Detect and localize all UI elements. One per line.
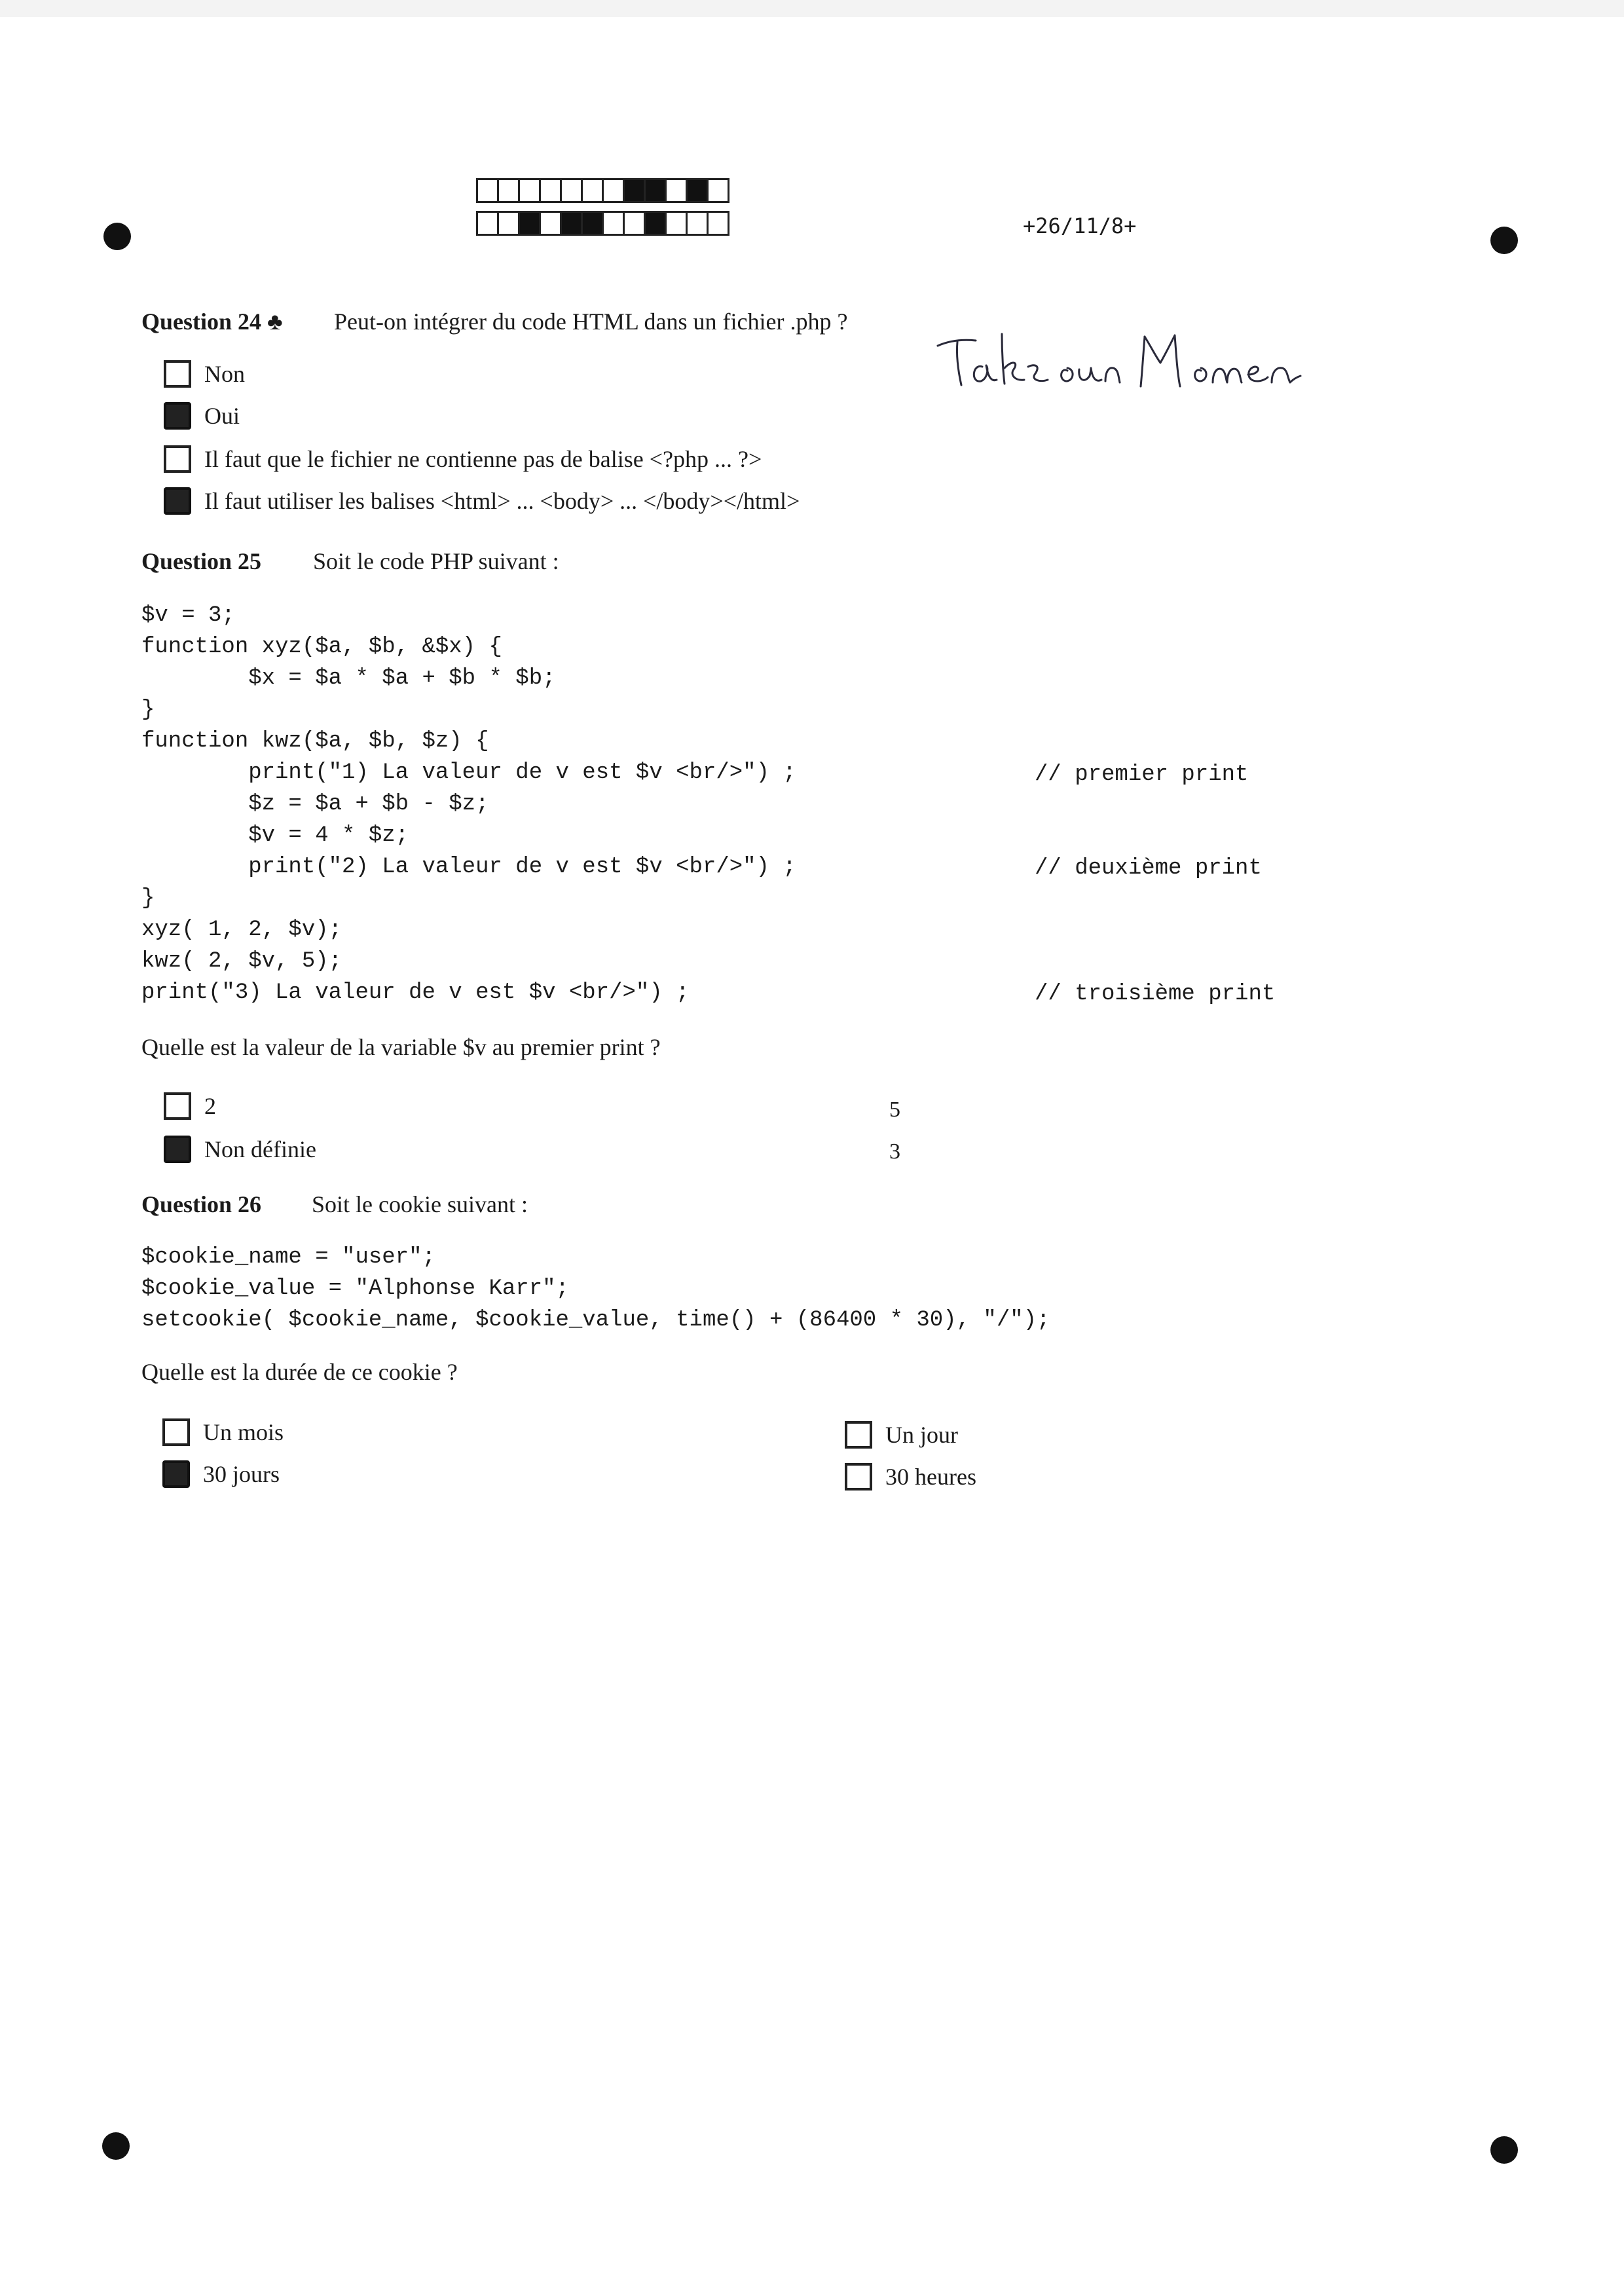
q24-option-non[interactable] (164, 360, 245, 388)
question-24-title: Question 24 (141, 308, 262, 335)
binary-code-row-2 (478, 211, 729, 236)
question-25-text: Soit le code PHP suivant : (313, 548, 559, 574)
handwritten-name-signature (936, 327, 1329, 399)
option-label: Non définie (204, 1136, 316, 1162)
code-cell-empty (560, 178, 583, 203)
code-cell-empty (476, 211, 499, 236)
option-label: Il faut utiliser les balises <html> ... <body> ... </body></html> (204, 488, 800, 514)
option-label: 30 heures (885, 1464, 976, 1490)
checkbox-checked[interactable] (164, 1136, 191, 1163)
q25-option-2[interactable] (164, 1092, 216, 1120)
option-label: Il faut que le fichier ne contienne pas de balise <?php ... ?> (204, 446, 762, 472)
registration-mark-top-left (103, 223, 131, 250)
code-cell-empty (602, 211, 625, 236)
code-cell-filled (623, 178, 646, 203)
q26-option-30-jours[interactable] (162, 1460, 280, 1488)
question-26-title: Question 26 (141, 1191, 262, 1217)
code-cell-filled (560, 211, 583, 236)
cookie-code-block: $cookie_name = "user"; $cookie_value = "Alphonse Karr"; setcookie( $cookie_name, $cookie_value, time() + (86400 * 30), "/"); (141, 1245, 1050, 1333)
code-comment-premier: // premier print (1035, 762, 1249, 787)
code-cell-empty (686, 211, 709, 236)
binary-code-row-1 (478, 178, 729, 203)
code-cell-empty (665, 178, 688, 203)
page-id: +26/11/8+ (1023, 213, 1137, 238)
registration-mark-top-right (1490, 227, 1518, 254)
q26-option-un-jour[interactable] (845, 1421, 958, 1449)
question-25-header (141, 547, 559, 575)
code-cell-empty (707, 178, 729, 203)
checkbox[interactable] (164, 360, 191, 388)
checkbox-checked[interactable] (162, 1460, 190, 1488)
code-cell-empty (707, 211, 729, 236)
question-25-title: Question 25 (141, 548, 262, 574)
code-cell-filled (581, 211, 604, 236)
q24-option-no-php-tag[interactable] (164, 445, 762, 473)
code-cell-empty (497, 211, 520, 236)
code-cell-empty (539, 211, 562, 236)
code-comment-troisieme: // troisième print (1035, 982, 1276, 1007)
code-cell-empty (623, 211, 646, 236)
option-label: Non (204, 361, 245, 387)
q24-option-html-tags[interactable] (164, 487, 800, 515)
registration-mark-bottom-left (102, 2132, 130, 2160)
checkbox-checked[interactable] (164, 487, 191, 515)
checkbox[interactable] (162, 1418, 190, 1446)
code-cell-filled (518, 211, 541, 236)
code-cell-empty (581, 178, 604, 203)
code-cell-empty (518, 178, 541, 203)
code-cell-empty (539, 178, 562, 203)
page-top-edge (0, 0, 1624, 17)
code-cell-empty (497, 178, 520, 203)
q26-option-un-mois[interactable] (162, 1418, 284, 1446)
question-26-header (141, 1191, 528, 1218)
checkbox[interactable] (164, 1092, 191, 1120)
q25-option-3: 3 (889, 1139, 900, 1164)
code-cell-empty (665, 211, 688, 236)
code-cell-filled (686, 178, 709, 203)
option-label: 30 jours (203, 1461, 280, 1487)
option-label: Un jour (885, 1422, 958, 1448)
checkbox-checked[interactable] (164, 402, 191, 430)
option-label: Un mois (203, 1419, 284, 1445)
registration-mark-bottom-right (1490, 2136, 1518, 2164)
option-label: Oui (204, 403, 240, 429)
php-code-block: $v = 3; function xyz($a, $b, &$x) { $x = $a * $a + $b * $b; } function kwz($a, $b, $z) { print("1) La valeur de v est $v <br/>") ; $z = $a + $b - $z; $v = 4 * $z; print("2) La valeur de v est $v <br/>") ; } xyz( 1, 2, $v); kwz( 2, $v, 5); print("3) La valeur de v est $v <br/>") ; (141, 603, 796, 1005)
question-24-header (141, 308, 848, 335)
question-26-text: Soit le cookie suivant : (312, 1191, 528, 1217)
code-cell-filled (644, 178, 667, 203)
checkbox[interactable] (845, 1463, 872, 1491)
code-cell-filled (644, 211, 667, 236)
club-symbol: ♣ (267, 308, 283, 335)
code-cell-empty (476, 178, 499, 203)
q26-option-30-heures[interactable] (845, 1463, 976, 1491)
checkbox[interactable] (845, 1421, 872, 1449)
code-cell-empty (602, 178, 625, 203)
question-24-text: Peut-on intégrer du code HTML dans un fichier .php ? (334, 308, 848, 335)
checkbox[interactable] (164, 445, 191, 473)
q25-option-5: 5 (889, 1098, 900, 1122)
option-label: 2 (204, 1093, 216, 1119)
q25-option-non-definie[interactable] (164, 1136, 316, 1163)
code-comment-deuxieme: // deuxième print (1035, 856, 1262, 881)
q24-option-oui[interactable] (164, 402, 240, 430)
